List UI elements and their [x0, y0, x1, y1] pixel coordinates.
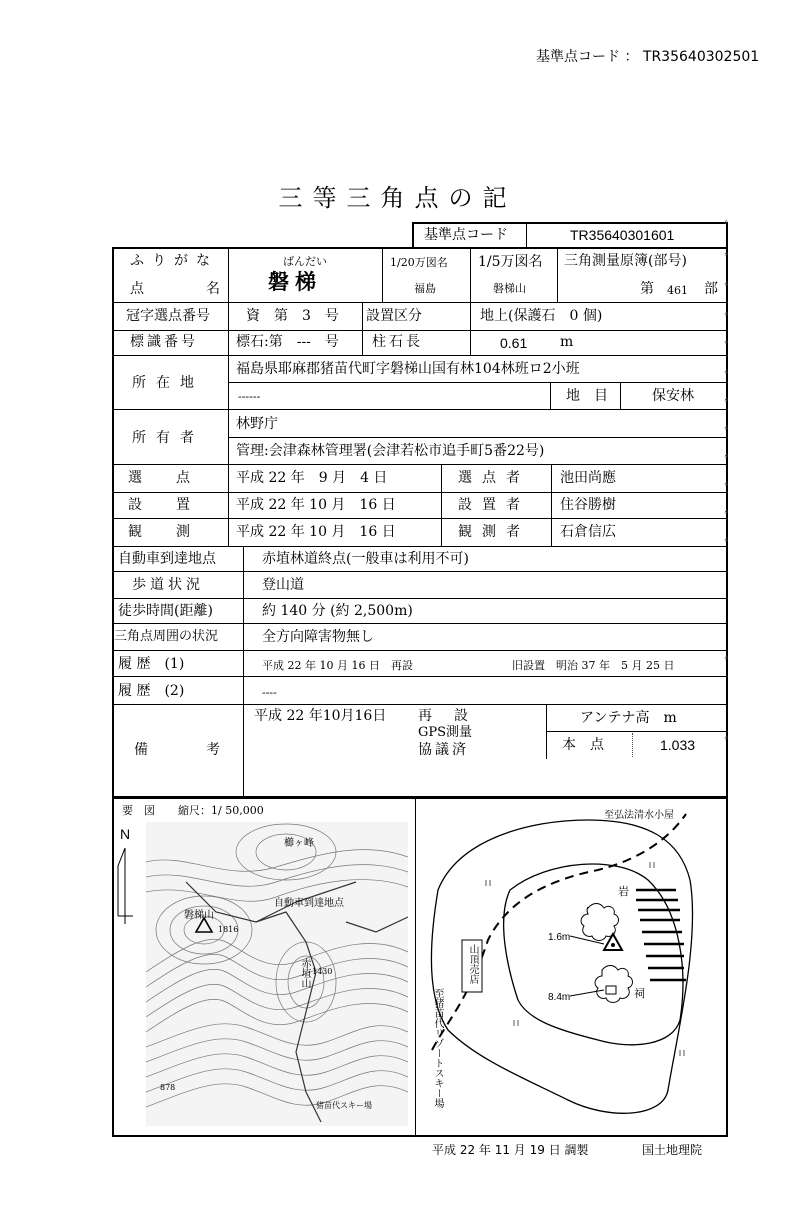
- setter-label: 設置者: [458, 497, 530, 513]
- furigana-label: ふりがな: [130, 253, 218, 269]
- remarks-item-3: 協議済: [418, 742, 469, 758]
- history1-value: 平成 22 年 10 月 16 日 再設: [262, 659, 413, 672]
- owner-label: 所有者: [132, 430, 204, 446]
- map5-value: 磐梯山: [493, 282, 526, 295]
- history2-value: ----: [262, 686, 277, 699]
- location-value: 福島県耶麻郡猪苗代町字磐梯山国有林104林班ロ2小班: [236, 361, 580, 377]
- owner-value-2: 管理:会津森林管理署(会津若松市追手町5番22号): [236, 443, 545, 459]
- location-label: 所在地: [132, 375, 204, 391]
- sketch-hut-label: 至弘法清水小屋: [604, 810, 674, 821]
- walk-value: 約 140 分 (約 2,500m): [262, 603, 413, 619]
- antenna-sub-label: 本 点: [562, 737, 604, 753]
- observer-label: 観測者: [458, 524, 530, 540]
- history1-old: 旧設置 明治 37 年 5 月 25 日: [512, 659, 675, 672]
- land-label: 地 目: [566, 388, 608, 404]
- remarks-item-2: GPS測量: [418, 725, 473, 740]
- observation-label: 観 測: [128, 524, 192, 540]
- topo-peak-name: 磐梯山: [184, 910, 214, 921]
- install-class-value: 地上(保護石 0 個): [480, 308, 603, 324]
- path-label: 歩道状況: [132, 577, 204, 593]
- history2-label: 履 歴 (2): [118, 683, 185, 699]
- owner-value: 林野庁: [236, 416, 278, 432]
- remarks-date: 平成 22 年10月16日: [254, 708, 387, 724]
- code-label: 基準点コード: [536, 49, 620, 65]
- topo-ski: 猪苗代スキー場: [316, 1101, 372, 1110]
- install-class-label: 設置区分: [366, 308, 422, 324]
- overview-label: 要 図: [122, 804, 155, 817]
- footer-org: 国土地理院: [642, 1143, 703, 1157]
- furigana-value: ばんだい: [283, 255, 327, 268]
- sketch-ski-label: 至猪苗代リゾートスキー場: [432, 988, 443, 1108]
- sketch-dist2-label: 8.4m: [548, 992, 571, 1003]
- reference-code-header: 基準点コード ： TR35640302501: [536, 49, 760, 65]
- pillar-label: 柱石長: [372, 334, 423, 350]
- marker-label: 標識番号: [130, 334, 198, 350]
- path-value: 登山道: [262, 577, 304, 593]
- sketch-shop-label: 山頂売店: [467, 944, 478, 984]
- surround-value: 全方向障害物無し: [262, 629, 374, 645]
- map5-label: 1/5万図名: [478, 254, 543, 270]
- register-suffix: 部: [704, 281, 718, 297]
- table-code-label: 基準点コード: [424, 227, 508, 243]
- remarks-label: 備 考: [134, 742, 230, 758]
- selector-name: 池田尚應: [560, 470, 616, 486]
- selection-label: 選 点: [128, 470, 192, 486]
- history1-label: 履 歴 (1): [118, 656, 185, 672]
- sketch-dist1-label: 1.6m: [548, 932, 571, 943]
- topo-low-elev: 878: [160, 1083, 176, 1092]
- point-name-label: 点 名: [130, 281, 244, 297]
- contour-lines: [146, 822, 408, 1126]
- north-arrow-icon: [116, 846, 136, 926]
- setter-name: 住谷勝樹: [560, 497, 616, 513]
- pillar-unit: m: [560, 334, 574, 350]
- car-label: 自動車到達地点: [118, 551, 216, 567]
- north-label: N: [120, 826, 131, 842]
- land-value: 保安林: [652, 388, 694, 404]
- sketch-shrine-label: 祠: [634, 987, 645, 1000]
- sketch-rock-label: 岩: [618, 885, 629, 898]
- observation-date: 平成 22 年 10 月 16 日: [236, 524, 396, 540]
- register-number: 461: [667, 284, 688, 297]
- point-name-value: 磐梯: [268, 269, 322, 294]
- setting-date: 平成 22 年 10 月 16 日: [236, 497, 396, 513]
- antenna-label: アンテナ高 m: [580, 710, 677, 726]
- setting-label: 設 置: [128, 497, 192, 513]
- topo-car-point: 自動車到達地点: [274, 898, 344, 909]
- footer-date: 平成 22 年 11 月 19 日 調製: [432, 1143, 589, 1157]
- selector-label: 選点者: [458, 470, 530, 486]
- page-title: 三等三角点の記: [278, 184, 517, 212]
- code-value: TR35640302501: [642, 49, 760, 65]
- scale-label: 縮尺：1/ 50,000: [178, 804, 264, 817]
- topo-akahani: 赤埴山: [299, 958, 310, 988]
- map20-label: 1/20万図名: [390, 256, 448, 269]
- crown-label: 冠字選点番号: [126, 308, 210, 324]
- marker-value: 標石:第 --- 号: [236, 334, 339, 350]
- map20-value: 福島: [414, 282, 436, 295]
- observer-name: 石倉信広: [560, 524, 616, 540]
- surround-label: 三角点周囲の状況: [114, 629, 219, 644]
- crown-value: 資 第 3 号: [246, 308, 339, 324]
- register-label: 三角測量原簿(部号): [564, 253, 687, 269]
- table-code-value: TR35640301601: [570, 227, 675, 243]
- pillar-value: 0.61: [500, 335, 528, 351]
- walk-label: 徒歩時間(距離): [118, 603, 213, 619]
- topo-nekoma: 櫛ヶ峰: [284, 838, 314, 849]
- location-value-2: ------: [238, 390, 261, 403]
- car-value: 赤埴林道終点(一般車は利用不可): [262, 551, 469, 567]
- antenna-value: 1.033: [660, 737, 696, 753]
- topo-peak-elev: 1816: [218, 925, 239, 934]
- register-prefix: 第: [640, 281, 654, 297]
- selection-date: 平成 22 年 9 月 4 日: [236, 470, 388, 486]
- remarks-item-1: 再 設: [418, 708, 472, 724]
- topographic-map: [146, 822, 408, 1126]
- topo-akahani-elev: 1430: [312, 967, 333, 976]
